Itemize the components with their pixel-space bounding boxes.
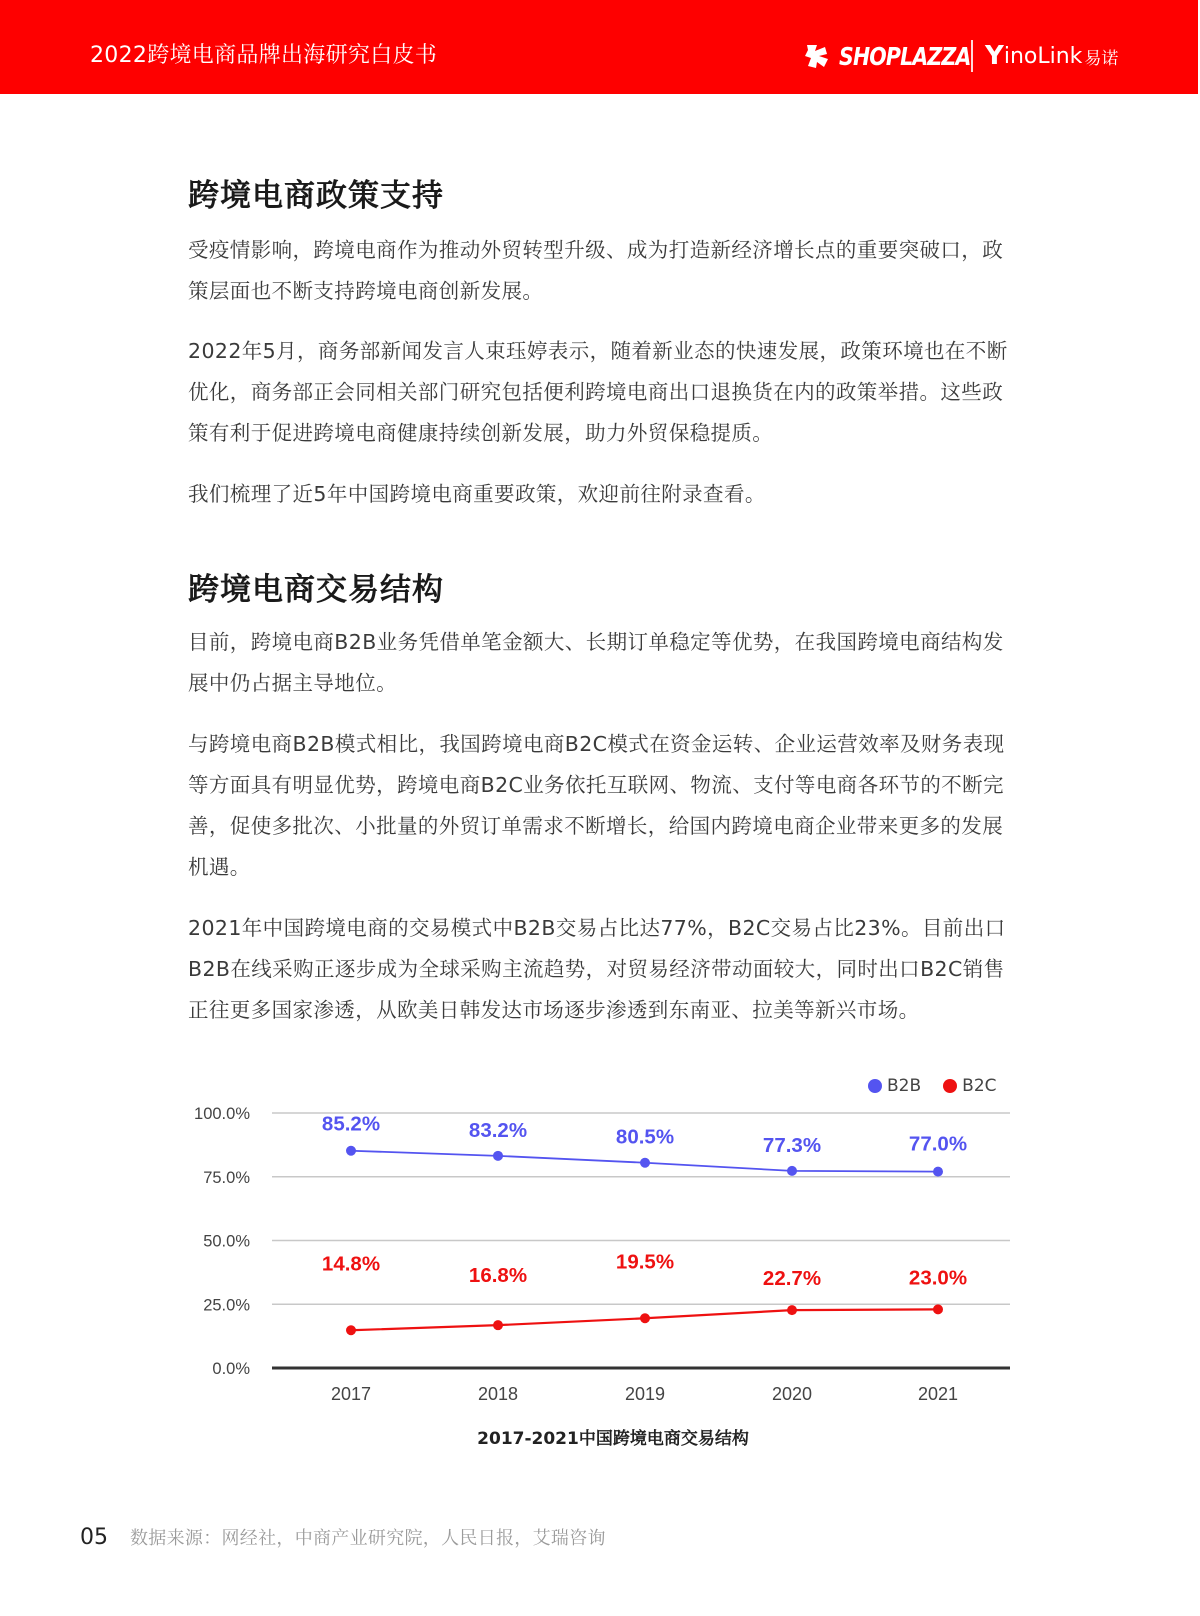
- paragraph: 目前，跨境电商B2B业务凭借单笔金额大、长期订单稳定等优势，在我国跨境电商结构发展中仍占据主导地位。: [188, 630, 1004, 695]
- x-tick-label: 2020: [771, 1384, 813, 1404]
- x-tick-label: 2021: [917, 1384, 959, 1404]
- y-tick-label: 50.0%: [203, 1232, 250, 1251]
- paragraph: 2021年中国跨境电商的交易模式中B2B交易占比达77%，B2C交易占比23%。目前出口B2B在线采购正逐步成为全球采购主流趋势，对贸易经济带动面较大，同时出口B2C销售正往更多国家渗透，从欧美日韩发达市场逐步渗透到东南亚、拉美等新兴市场。: [188, 916, 1006, 1022]
- yinolink-y-mark: Y: [985, 41, 1004, 71]
- x-tick-label: 2017: [330, 1384, 372, 1404]
- data-label-b2b: 80.5%: [615, 1125, 675, 1149]
- y-tick-label: 0.0%: [212, 1360, 250, 1378]
- yinolink-cn-name: 易诺: [1084, 48, 1119, 69]
- data-label-b2b: 77.3%: [762, 1133, 822, 1157]
- data-point-b2c: [493, 1320, 503, 1330]
- data-point-b2c: [933, 1304, 943, 1314]
- y-tick-label: 100.0%: [194, 1105, 250, 1123]
- data-point-b2b: [493, 1151, 503, 1161]
- section-heading-structure: 跨境电商交易结构: [188, 572, 444, 608]
- data-label-b2c: 19.5%: [615, 1250, 675, 1274]
- data-label-b2b: 83.2%: [468, 1118, 528, 1142]
- data-label-b2b: 85.2%: [321, 1112, 381, 1136]
- legend-label: B2B: [887, 1076, 922, 1096]
- shoplazza-wordmark: SHOPLAZZA: [839, 41, 971, 71]
- y-tick-label: 25.0%: [203, 1296, 250, 1315]
- paragraph: 受疫情影响，跨境电商作为推动外贸转型升级、成为打造新经济增长点的重要突破口，政策层面也不断支持跨境电商创新发展。: [188, 238, 1004, 303]
- y-tick-label: 75.0%: [203, 1168, 250, 1187]
- data-point-b2b: [346, 1146, 356, 1156]
- legend-label: B2C: [962, 1076, 997, 1096]
- data-point-b2c: [640, 1313, 650, 1323]
- chart-title: 2017-2021中国跨境电商交易结构: [477, 1429, 749, 1449]
- document-title: 2022跨境电商品牌出海研究白皮书: [90, 43, 438, 68]
- paragraph: 与跨境电商B2B模式相比，我国跨境电商B2C模式在资金运转、企业运营效率及财务表现等方面具有明显优势，跨境电商B2C业务依托互联网、物流、支付等电商各环节的不断完善，促使多批次、小批量的外贸订单需求不断增长，给国内跨境电商企业带来更多的发展机遇。: [188, 732, 1005, 879]
- data-point-b2c: [346, 1325, 356, 1335]
- section-heading-policy: 跨境电商政策支持: [188, 178, 444, 214]
- x-tick-label: 2019: [624, 1384, 666, 1404]
- chart-y-axis: [194, 1105, 250, 1378]
- yinolink-name: inoLink: [1003, 43, 1083, 69]
- data-source: 数据来源：网经社，中商产业研究院，人民日报，艾瑞咨询: [130, 1528, 606, 1549]
- page-footer: [80, 1524, 606, 1550]
- paragraph: 2022年5月，商务部新闻发言人束珏婷表示，随着新业态的快速发展，政策环境也在不断优化，商务部正会同相关部门研究包括便利跨境电商出口退换货在内的政策举措。这些政策有利于促进跨境电商健康持续创新发展，助力外贸保稳提质。: [188, 339, 1008, 445]
- data-point-b2b: [933, 1167, 943, 1177]
- chart-x-axis: [331, 1384, 958, 1404]
- data-label-b2c: 16.8%: [468, 1264, 528, 1288]
- data-point-b2b: [787, 1166, 797, 1176]
- x-tick-label: 2018: [477, 1384, 519, 1404]
- data-label-b2b: 77.0%: [908, 1132, 968, 1156]
- data-label-b2c: 23.0%: [908, 1266, 968, 1290]
- data-point-b2b: [640, 1158, 650, 1168]
- data-label-b2c: 22.7%: [762, 1267, 822, 1291]
- data-point-b2c: [787, 1305, 797, 1315]
- chart-series: [322, 1113, 967, 1336]
- data-label-b2c: 14.8%: [321, 1252, 381, 1276]
- paragraph: 我们梳理了近5年中国跨境电商重要政策，欢迎前往附录查看。: [188, 482, 766, 506]
- page-number: 05: [80, 1525, 108, 1550]
